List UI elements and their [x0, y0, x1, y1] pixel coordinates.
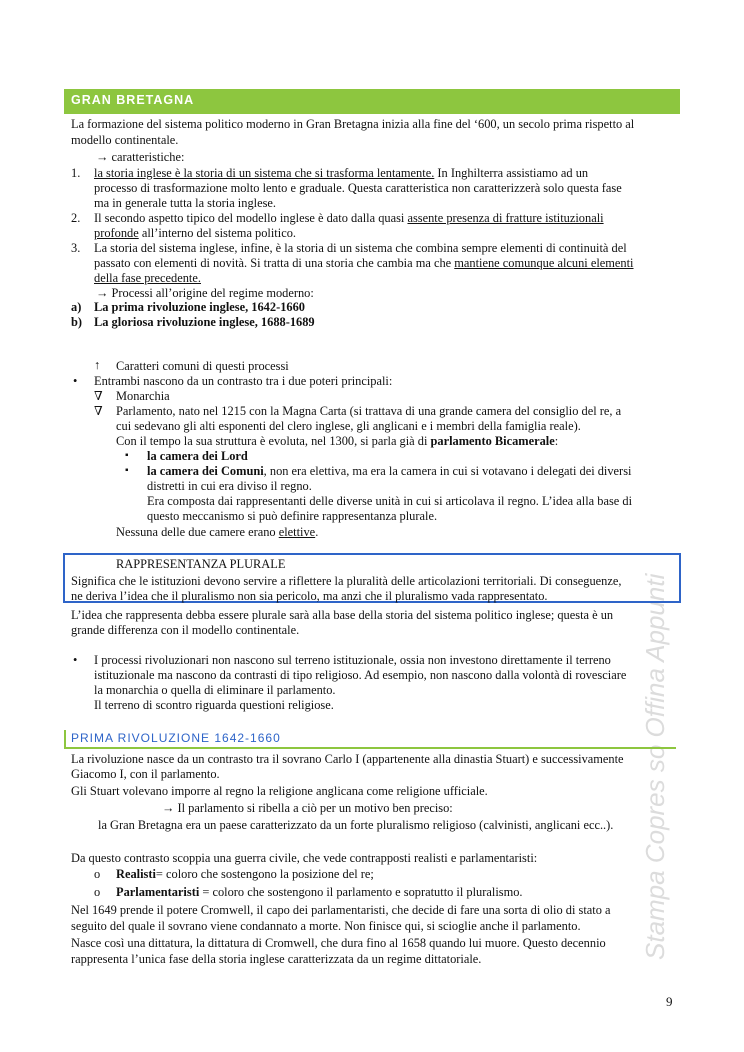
- parlamentaristi: Parlamentaristi: [116, 885, 200, 899]
- cromwell-line-1: Nel 1649 prende il potere Cromwell, il capo dei parlamentaristi, che decide di fare una sorta di olio di stato a: [71, 903, 611, 917]
- common-traits: Caratteri comuni di questi processi: [116, 359, 289, 373]
- parlamento-line-3: [116, 434, 558, 449]
- item-3-underlined: mantiene comunque alcuni elementi: [454, 256, 634, 270]
- rev-line-2: Giacomo I, con il parlamento.: [71, 767, 220, 781]
- camera-comuni-line-2: distretti in cui era diviso il regno.: [147, 479, 312, 493]
- up-arrow-icon: ↑: [94, 358, 101, 372]
- nabla-icon: ∇: [94, 389, 103, 403]
- rp-title: RAPPRESENTANZA PLURALE: [116, 557, 286, 571]
- item-2-line-1: [94, 211, 604, 226]
- arrow-characteristics: → caratteristiche:: [96, 150, 185, 164]
- realisti-line: [116, 867, 374, 882]
- parlamento-bicamerale: parlamento Bicamerale: [430, 434, 555, 448]
- circle-bullet-icon: o: [94, 867, 101, 881]
- intro-line-2: modello continentale.: [71, 133, 179, 147]
- item-number: 1.: [71, 166, 81, 180]
- realisti-text: = coloro che sostengono la posizione del re;: [155, 867, 374, 881]
- idea-line-1: L’idea che rappresenta debba essere plurale sarà alla base della storia del sistema politico inglese; questa è un: [71, 608, 614, 622]
- page-number: 9: [666, 994, 673, 1009]
- arrow-processes: → Processi all’origine del regime moderno:: [96, 286, 314, 300]
- watermark: Stampa Copres so Offina Appunti: [640, 573, 670, 960]
- list-label-a: a): [71, 300, 82, 314]
- parlamento-line-2: cui sedevano gli alti esponenti del clero inglese, gli anglicani e i membri della famiglia reale).: [116, 419, 581, 433]
- item-3-line-3: [94, 271, 201, 286]
- idea-line-2: grande differenza con il modello continentale.: [71, 623, 300, 637]
- rev-line-4: la Gran Bretagna era un paese caratterizzato da un forte pluralismo religioso (calvinisti, anglicani ecc..).: [98, 818, 614, 832]
- camera-lord: la camera dei Lord: [147, 449, 248, 463]
- intro-line: La formazione del sistema politico moderno in Gran Bretagna inizia alla fine del ‘600, un secolo prima rispetto al: [71, 117, 635, 131]
- colon: :: [554, 434, 559, 448]
- parlamentaristi-line: [116, 885, 523, 900]
- camera-comuni-line-1: [147, 464, 631, 479]
- proc-line-4: Il terreno di scontro riguarda questioni religiose.: [94, 698, 334, 712]
- item-1-rest: In Inghilterra assistiamo ad un: [434, 166, 589, 180]
- list-label-b: b): [71, 315, 83, 329]
- parlamentaristi-text: = coloro che sostengono il parlamento e sopratutto il pluralismo.: [199, 885, 523, 899]
- parlamento-text: Con il tempo la sua struttura è evoluta, nel 1300, si parla già di: [116, 434, 431, 448]
- parlamento-line-1: Parlamento, nato nel 1215 con la Magna Carta (si trattava di una grande camera del consiglio del re, a: [116, 404, 622, 418]
- period: .: [315, 525, 319, 539]
- item-2-line-2: [94, 226, 296, 241]
- monarchia-text: Monarchia: [116, 389, 170, 403]
- camera-comuni-line-4: questo meccanismo si può definire rappresentanza plurale.: [147, 509, 438, 523]
- square-bullet-icon: ▪: [125, 450, 129, 461]
- process-a: La prima rivoluzione inglese, 1642-1660: [94, 300, 305, 314]
- bullet-icon: •: [73, 653, 78, 667]
- item-1-line-2: processo di trasformazione molto lento e graduale. Questa caratteristica non caratterizzerà solo questa fase: [94, 181, 622, 195]
- item-3-line-2: [94, 256, 634, 271]
- item-2-text-2: all’interno del sistema politico.: [138, 226, 296, 240]
- item-1-line-3: ma in generale tutta la storia inglese.: [94, 196, 277, 210]
- section-header: [64, 89, 680, 114]
- proc-line-1: I processi rivoluzionari non nascono sul terreno istituzionale, ossia non investono direttamente il terreno: [94, 653, 611, 667]
- rp-line-2: ne deriva l’idea che il pluralismo non sia pericolo, ma anzi che il pluralismo vada rappresentato.: [71, 589, 548, 603]
- item-2-underlined: assente presenza di fratture istituzionali: [407, 211, 604, 225]
- nessuna-underlined: elettive: [278, 525, 316, 539]
- cromwell-line-2: seguito del quale il sovrano viene condannato a morte. Non finisce qui, si scioglie anche il parlamento.: [71, 919, 581, 933]
- camera-comuni: la camera dei Comuni: [147, 464, 264, 478]
- proc-line-2: istituzionale ma nascono da contrasti di tipo religioso. Ad esempio, non nascono dalla volontà di rovesciare: [94, 668, 627, 682]
- item-3-text: passato con elementi di novità. Si tratta di una storia che cambia ma che: [94, 256, 455, 270]
- subsection-title: PRIMA RIVOLUZIONE 1642-1660: [71, 731, 281, 745]
- rev-arrow: → Il parlamento si ribella a ciò per un motivo ben preciso:: [162, 801, 453, 815]
- cromwell-line-3: Nasce così una dittatura, la dittatura di Cromwell, che dura fino al 1658 quando lui muore. Questo decennio: [71, 936, 606, 950]
- nessuna-line: [116, 525, 318, 540]
- realisti: Realisti: [116, 867, 156, 881]
- item-2-underlined-2: profonde: [94, 226, 139, 240]
- rp-line-1: Significa che le istituzioni devono servire a riflettere la pluralità delle articolazioni territoriali. Di conseguenze,: [71, 574, 622, 588]
- item-number: 3.: [71, 241, 81, 255]
- nabla-icon: ∇: [94, 404, 103, 418]
- war-line: Da questo contrasto scoppia una guerra civile, che vede contrapposti realisti e parlamentaristi:: [71, 851, 538, 865]
- rev-line-3: Gli Stuart volevano imporre al regno la religione anglicana come religione ufficiale.: [71, 784, 488, 798]
- item-1-line-1: [94, 166, 588, 181]
- cromwell-line-4: rappresenta l’unica fase della storia inglese caratterizzata da un regime dittatoriale.: [71, 952, 482, 966]
- both-text: Entrambi nascono da un contrasto tra i due poteri principali:: [94, 374, 393, 388]
- circle-bullet-icon: o: [94, 885, 101, 899]
- rev-line-1: La rivoluzione nasce da un contrasto tra il sovrano Carlo I (appartenente alla dinastia Stuart) e successivamente: [71, 752, 624, 766]
- nessuna-text: Nessuna delle due camere erano: [116, 525, 279, 539]
- proc-line-3: la monarchia o quella di eliminare il parlamento.: [94, 683, 336, 697]
- item-3-line-1: La storia del sistema inglese, infine, è la storia di un sistema che combina sempre elementi di continuità del: [94, 241, 627, 255]
- process-b: La gloriosa rivoluzione inglese, 1688-1689: [94, 315, 315, 329]
- subsection-header: [64, 730, 676, 749]
- camera-comuni-text: , non era elettiva, ma era la camera in cui si votavano i delegati dei diversi: [263, 464, 632, 478]
- item-3-underlined-2: della fase precedente.: [94, 271, 201, 285]
- section-title: GRAN BRETAGNA: [71, 93, 195, 107]
- camera-comuni-line-3: Era composta dai rappresentanti delle diverse unità in cui si articolava il regno. L’idea alla base di: [147, 494, 633, 508]
- item-2-text: Il secondo aspetto tipico del modello inglese è dato dalla quasi: [94, 211, 408, 225]
- square-bullet-icon: ▪: [125, 465, 129, 476]
- item-1-underlined: la storia inglese è la storia di un sistema che si trasforma lentamente.: [94, 166, 435, 180]
- item-number: 2.: [71, 211, 81, 225]
- bullet-icon: •: [73, 374, 78, 388]
